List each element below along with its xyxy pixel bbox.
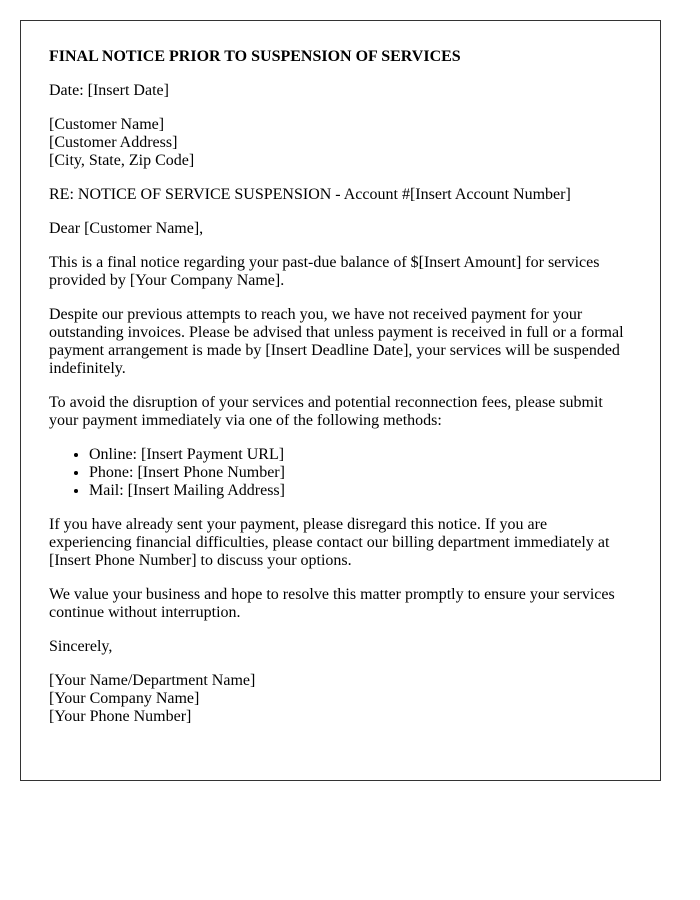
- salutation: Dear [Customer Name],: [49, 220, 204, 237]
- letter-document: [20, 20, 661, 781]
- subject-line: RE: NOTICE OF SERVICE SUSPENSION - Account #[Insert Account Number]: [49, 186, 571, 203]
- recipient-street: [Customer Address]: [49, 134, 178, 151]
- signature-name: [Your Name/Department Name]: [49, 672, 256, 689]
- paragraph-warning: Despite our previous attempts to reach you, we have not received payment for your outstanding invoices. Please be advised that unless payment is received in full or a formal payment arrangement is made by [Insert Deadline Date], your services will be suspended indefinitely.: [49, 306, 624, 377]
- signature-block: [49, 672, 632, 726]
- signature-company: [Your Company Name]: [49, 690, 200, 707]
- payment-method-phone: • Phone: [Insert Phone Number]: [89, 464, 632, 482]
- letter-title: FINAL NOTICE PRIOR TO SUSPENSION OF SERVICES: [49, 48, 461, 65]
- payment-method-mail: • Mail: [Insert Mailing Address]: [89, 482, 632, 500]
- recipient-city: [City, State, Zip Code]: [49, 152, 195, 169]
- paragraph-payment-instructions: To avoid the disruption of your services and potential reconnection fees, please submit your payment immediately via one of the following methods:: [49, 394, 603, 429]
- payment-method-online: • Online: [Insert Payment URL]: [89, 446, 632, 464]
- recipient-name: [Customer Name]: [49, 116, 165, 133]
- paragraph-value: We value your business and hope to resolve this matter promptly to ensure your services continue without interruption.: [49, 586, 615, 621]
- signature-phone: [Your Phone Number]: [49, 708, 192, 725]
- letter-date: Date: [Insert Date]: [49, 82, 169, 99]
- signoff: Sincerely,: [49, 638, 113, 655]
- paragraph-disregard: If you have already sent your payment, please disregard this notice. If you are experiencing financial difficulties, please contact our billing department immediately at [Insert Phone Number] to discuss your options.: [49, 516, 610, 569]
- paragraph-balance: This is a final notice regarding your past-due balance of $[Insert Amount] for services provided by [Your Company Name].: [49, 254, 600, 289]
- payment-methods-list: [49, 446, 632, 500]
- recipient-address: [49, 116, 632, 170]
